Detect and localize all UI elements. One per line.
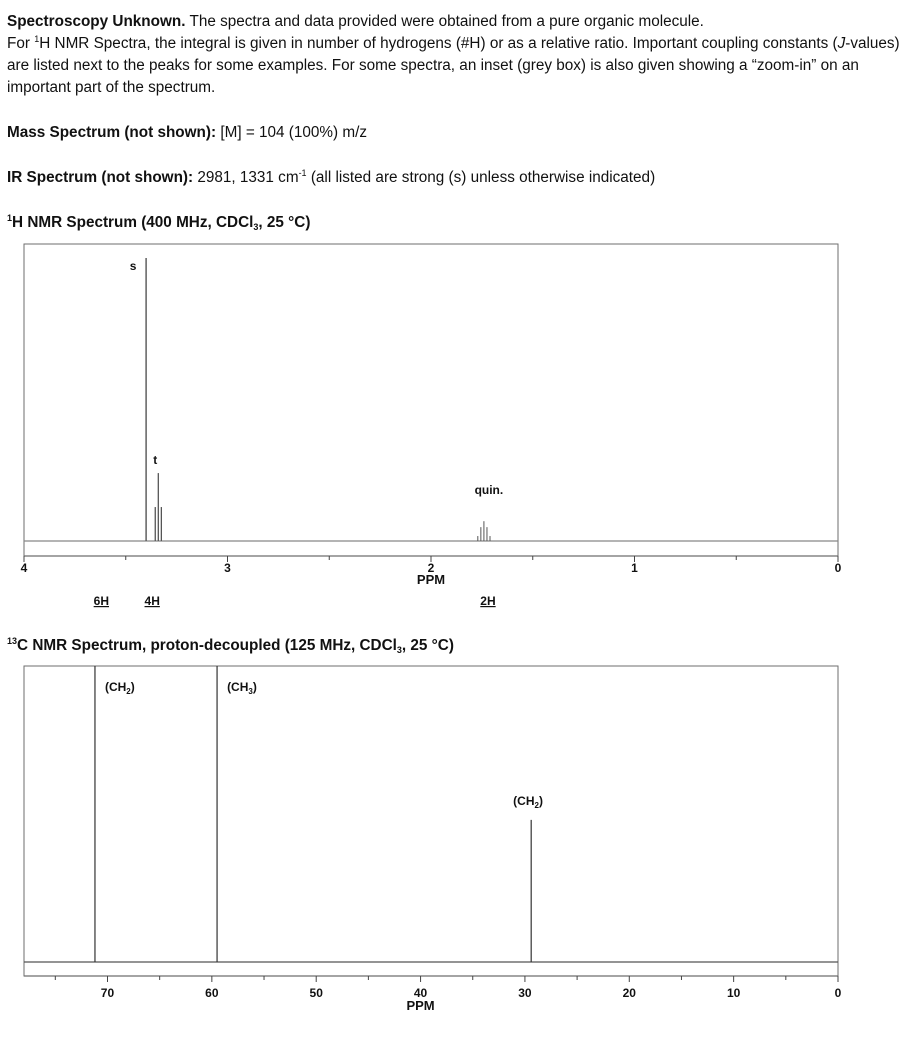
cnmr-chart <box>0 660 906 1030</box>
cnmr-peak-label-2: $(CH_2)$ <box>513 793 543 810</box>
cnmr-heading-tail: , 25 °C) <box>401 637 454 654</box>
cnmr-labels <box>105 680 543 810</box>
cnmr-frame <box>24 666 838 976</box>
cnmr-tick-label: 70 <box>100 986 115 1000</box>
intro-line2b: H NMR Spectra, the integral is given in number of hydrogens (#H) or as a relative ratio. Important coupling constants ( <box>39 35 838 52</box>
hnmr-tick-label: 3 <box>224 561 231 575</box>
cnmr-peaks <box>95 666 531 962</box>
hnmr-x-label: PPM <box>416 572 446 587</box>
mass-spectrum-line <box>7 124 367 142</box>
hnmr-multiplicity-s: s <box>129 259 137 273</box>
ir-sup: -1 <box>298 168 307 178</box>
cnmr-tick-label: 60 <box>205 986 219 1000</box>
intro-line2a: For <box>7 35 35 52</box>
hnmr-tick-label: 2 <box>427 561 435 575</box>
cnmr-heading-sup: 13 <box>7 636 18 646</box>
hnmr-ticks <box>21 556 842 587</box>
intro-j: J <box>837 35 846 52</box>
cnmr-heading <box>7 637 454 655</box>
hnmr-tick-label: 1 <box>631 561 638 575</box>
cnmr-tick-label: 30 <box>518 986 532 1000</box>
cnmr-tick-label: 20 <box>622 986 636 1000</box>
hnmr-multiplicity-quin: quin. <box>474 483 504 498</box>
intro-line1: The spectra and data provided were obtained from a pure organic molecule. <box>185 13 704 30</box>
ir-value: 2981, 1331 cm <box>193 169 299 186</box>
mass-label: Mass Spectrum (not shown): <box>7 124 217 141</box>
mass-value: [M] = 104 (100%) m/z <box>216 124 367 141</box>
hnmr-integral-2h: 2H <box>480 594 496 608</box>
cnmr-ticks <box>55 976 841 1013</box>
hnmr-heading-text: H NMR Spectrum (400 MHz, CDCl <box>12 214 254 231</box>
hnmr-heading-sub: 3 <box>253 222 259 232</box>
intro-paragraph <box>7 11 902 99</box>
cnmr-plot-border <box>24 666 838 976</box>
ir-note: (all listed are strong (s) unless otherwise indicated) <box>306 169 656 186</box>
hnmr-chart <box>0 235 906 615</box>
hnmr-heading-tail: , 25 °C) <box>258 214 311 231</box>
intro-sup: 1 <box>34 34 40 44</box>
cnmr-heading-sub: 3 <box>396 645 402 655</box>
cnmr-peak-label-1: $(CH_3)$ <box>227 680 257 696</box>
cnmr-tick-label: 10 <box>726 986 741 1000</box>
hnmr-peaks <box>146 258 490 541</box>
cnmr-x-label: PPM <box>406 998 435 1013</box>
cnmr-peak-label-0: $(CH_2)$ <box>104 680 135 696</box>
hnmr-heading <box>7 214 310 232</box>
intro-line2c: -values) are listed next to the peaks for some examples. For some spectra, an inset (grey box) is also given showing a “zoom-in” on an important part of the spectrum. <box>7 35 900 96</box>
ir-label: IR Spectrum (not shown): <box>7 169 194 186</box>
intro-title: Spectroscopy Unknown. <box>7 13 186 30</box>
hnmr-integral-4h: 4H <box>144 594 160 608</box>
cnmr-tick-label: 0 <box>834 986 842 1000</box>
cnmr-tick-label: 40 <box>413 986 428 1000</box>
cnmr-heading-text: C NMR Spectrum, proton-decoupled (125 MHz, CDCl <box>17 637 397 654</box>
hnmr-integral-6h: 6H <box>93 594 110 608</box>
hnmr-tick-label: 4 <box>20 561 28 575</box>
ir-spectrum-line <box>7 169 655 187</box>
cnmr-tick-label: 50 <box>309 986 323 1000</box>
hnmr-multiplicity-t: t <box>153 453 158 468</box>
hnmr-tick-label: 0 <box>834 561 842 575</box>
hnmr-heading-sup: 1 <box>7 213 13 223</box>
